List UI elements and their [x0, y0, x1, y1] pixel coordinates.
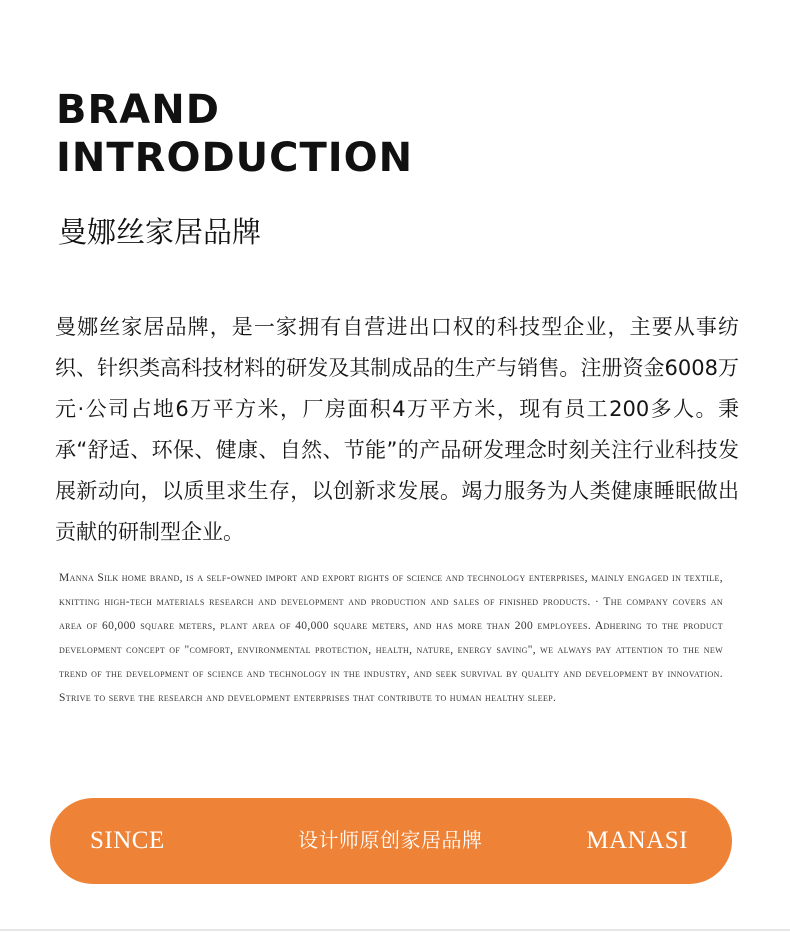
english-description: Manna Silk home brand, is a self-owned import and export rights of science and technology enterprises, mainly engaged in textile, knitting high-tech materials research and development and production and sales of finished products. · The company covers an area of 60,000 square meters, plant area of 40,000 square meters, and has more than 200 employees. Adhering to the product development concept of "comfort, environmental protection, health, nature, energy saving", we always pay attention to the new trend of the development of science and technology in the industry, and seek survival by quality and development by innovation. Strive to serve the research and development enterprises that contribute to human healthy sleep.: [59, 572, 723, 704]
brand-name-subtitle: 曼娜丝家居品牌: [58, 215, 262, 249]
banner-since-label: SINCE: [90, 827, 165, 854]
chinese-description: 曼娜丝家居品牌，是一家拥有自营进出口权的科技型企业，主要从事纺织、针织类高科技材料的研发及其制成品的生产与销售。注册资金6008万元·公司占地6万平方米，厂房面积4万平方米，现有员工200多人。秉承“舒适、环保、健康、自然、节能”的产品研发理念时刻关注行业科技发展新动向，以质里求生存，以创新求发展。竭力服务为人类健康睡眠做出贡献的研制型企业。: [55, 315, 739, 544]
bottom-divider: [0, 929, 790, 931]
title-line-introduction: INTRODUCTION: [56, 135, 414, 181]
brand-banner: [50, 798, 732, 884]
banner-brand-label: MANASI: [586, 827, 688, 854]
banner-tagline: 设计师原创家居品牌: [298, 830, 483, 852]
page-title: [56, 86, 413, 182]
title-line-brand: BRAND: [56, 87, 220, 133]
